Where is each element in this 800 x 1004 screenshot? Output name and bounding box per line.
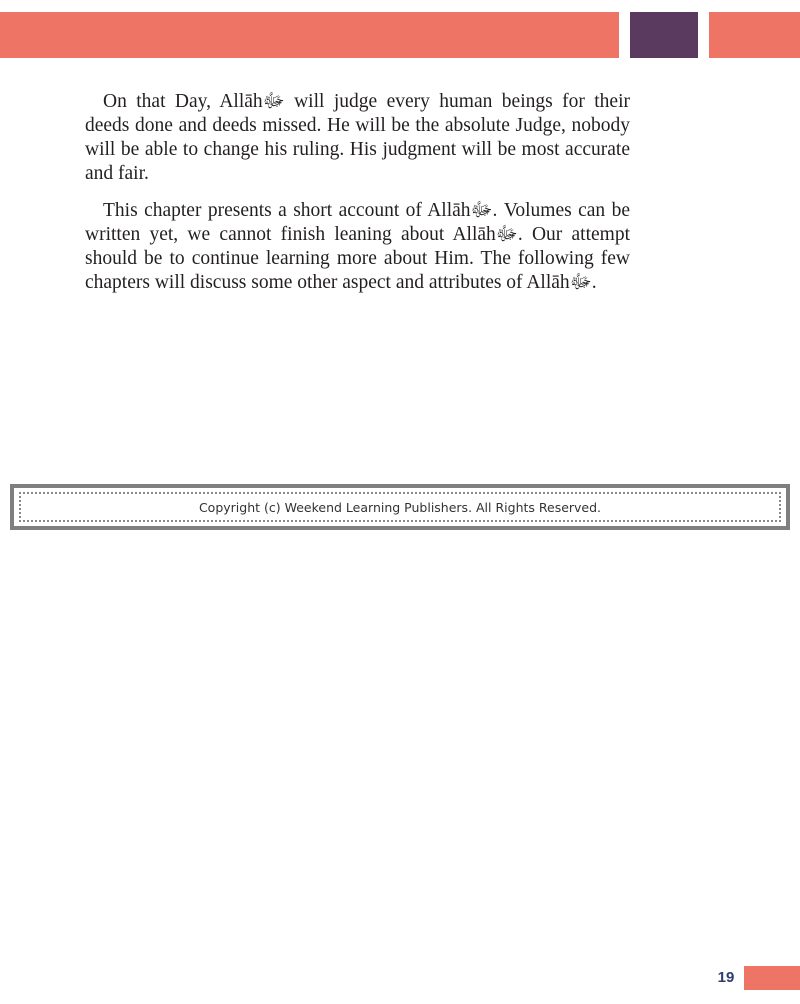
page-number-tab	[744, 966, 800, 990]
copyright-inner-border	[19, 492, 781, 522]
copyright-box	[10, 484, 790, 530]
header-bar-left	[0, 12, 619, 58]
copyright-notice: Copyright (c) Weekend Learning Publishers. All Rights Reserved.	[198, 500, 602, 515]
header-bar-accent	[630, 12, 698, 58]
page-number: 19	[717, 969, 735, 986]
body-text	[85, 90, 630, 308]
paragraph-chapter-summary: This chapter presents a short account of Allāhﷻ. Volumes can be written yet, we cannot finish leaning about Allāhﷻ. Our attempt should be to continue learning more about Him. The following few chapters will discuss some other aspect and attributes of Allāhﷻ.	[85, 200, 630, 293]
header-bar-right	[709, 12, 800, 58]
paragraph-judgment-day: On that Day, Allāhﷻ will judge every human beings for their deeds done and deeds missed. He will be the absolute Judge, nobody will be able to change his ruling. His judgment will be most accurate and fair.	[85, 91, 631, 184]
